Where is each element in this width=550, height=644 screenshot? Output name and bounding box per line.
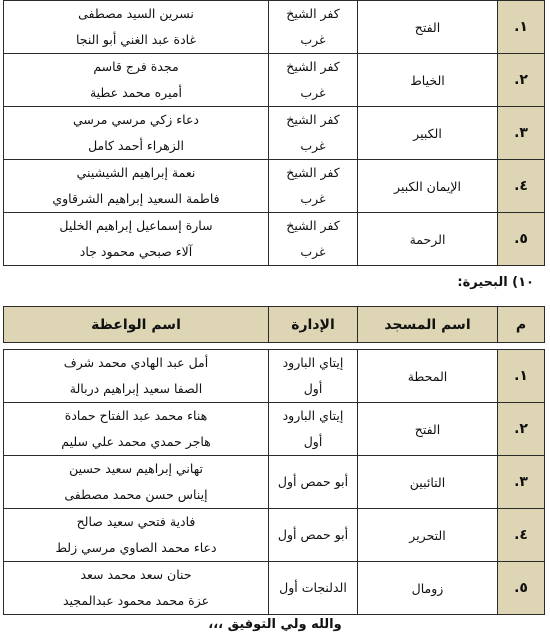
administration-cell — [269, 350, 358, 403]
mosque-name: المحطة — [358, 350, 498, 403]
administration-cell — [269, 213, 358, 266]
administration-line: الدلنجات أول — [279, 580, 347, 595]
preachers-cell — [4, 107, 269, 160]
table-row — [4, 107, 545, 160]
preacher-name: حنان سعد محمد سعد — [80, 567, 192, 582]
header-gap — [4, 343, 545, 350]
table-row — [4, 213, 545, 266]
mosque-name: الكبير — [358, 107, 498, 160]
table-row — [4, 350, 545, 403]
preacher-name: الصفا سعيد إبراهيم دربالة — [69, 381, 203, 396]
table-row — [4, 54, 545, 107]
mosque-name: الإيمان الكبير — [358, 160, 498, 213]
mosque-name: التحرير — [358, 509, 498, 562]
administration-cell — [269, 509, 358, 562]
mosque-name: الفتح — [358, 1, 498, 54]
header-preacher: اسم الواعظة — [4, 307, 269, 343]
preachers-cell — [4, 213, 269, 266]
row-number: ٥. — [498, 562, 545, 615]
administration-line: إيتاي البارود — [282, 355, 344, 370]
preacher-name: الزهراء أحمد كامل — [88, 138, 184, 153]
row-number: ١. — [498, 1, 545, 54]
preacher-name: هناء محمد عبد الفتاح حمادة — [64, 408, 208, 423]
administration-cell — [269, 562, 358, 615]
table-row — [4, 456, 545, 509]
preachers-cell — [4, 403, 269, 456]
preachers-table-beheira — [3, 306, 545, 615]
mosque-name: الخياط — [358, 54, 498, 107]
preacher-name: غادة عبد الغني أبو النجا — [76, 32, 196, 47]
row-number: ٢. — [498, 403, 545, 456]
preacher-name: مجدة فرج قاسم — [93, 59, 179, 74]
row-number: ٥. — [498, 213, 545, 266]
administration-cell — [269, 1, 358, 54]
table-row — [4, 509, 545, 562]
row-number: ٤. — [498, 509, 545, 562]
mosque-name: الفتح — [358, 403, 498, 456]
header-mosque: اسم المسجد — [358, 307, 498, 343]
administration-line: كفر الشيخ — [286, 6, 340, 21]
preachers-cell — [4, 350, 269, 403]
preacher-name: دعاء زكي مرسي مرسي — [72, 112, 199, 127]
administration-line: أول — [303, 381, 323, 396]
administration-line: غرب — [300, 138, 326, 153]
table-row — [4, 403, 545, 456]
administration-line: غرب — [300, 85, 326, 100]
row-number: ٣. — [498, 107, 545, 160]
table-row — [4, 1, 545, 54]
preachers-cell — [4, 160, 269, 213]
preacher-name: إيناس حسن محمد مصطفى — [64, 487, 208, 502]
header-admin: الإدارة — [269, 307, 358, 343]
preachers-cell — [4, 456, 269, 509]
section-title: ١٠) البحيرة: — [457, 275, 534, 290]
administration-line: غرب — [300, 244, 326, 259]
preachers-cell — [4, 509, 269, 562]
preachers-cell — [4, 54, 269, 107]
preacher-name: فاطمة السعيد إبراهيم الشرقاوي — [52, 191, 220, 206]
administration-line: أبو حمص أول — [277, 474, 349, 489]
administration-cell — [269, 456, 358, 509]
administration-line: غرب — [300, 191, 326, 206]
administration-cell — [269, 160, 358, 213]
preachers-cell — [4, 1, 269, 54]
administration-line: كفر الشيخ — [286, 59, 340, 74]
mosque-name: الرحمة — [358, 213, 498, 266]
table-row — [4, 160, 545, 213]
row-number: ٤. — [498, 160, 545, 213]
administration-line: كفر الشيخ — [286, 218, 340, 233]
preacher-name: آلاء صبحي محمود جاد — [79, 244, 193, 259]
preacher-name: هاجر حمدي محمد علي سليم — [61, 434, 211, 449]
table-row — [4, 562, 545, 615]
preachers-table-kafr-el-sheikh — [3, 0, 545, 266]
header-num: م — [498, 307, 545, 343]
mosque-name: زومال — [358, 562, 498, 615]
preacher-name: نعمة إبراهيم الشيشيني — [76, 165, 196, 180]
administration-cell — [269, 54, 358, 107]
row-number: ٢. — [498, 54, 545, 107]
preacher-name: نسرين السيد مصطفى — [78, 6, 194, 21]
administration-line: أبو حمص أول — [277, 527, 349, 542]
row-number: ١. — [498, 350, 545, 403]
row-number: ٣. — [498, 456, 545, 509]
preacher-name: تهاني إبراهيم سعيد حسين — [69, 461, 203, 476]
preacher-name: فادية فتحي سعيد صالح — [76, 514, 196, 529]
closing-line: والله ولي التوفيق ،،، — [208, 617, 342, 632]
administration-line: كفر الشيخ — [286, 165, 340, 180]
administration-line: غرب — [300, 32, 326, 47]
administration-cell — [269, 403, 358, 456]
preacher-name: أمل عبد الهادي محمد شرف — [63, 355, 209, 370]
administration-line: أول — [303, 434, 323, 449]
preacher-name: دعاء محمد الصاوي مرسي زلط — [55, 540, 217, 555]
preachers-cell — [4, 562, 269, 615]
administration-line: كفر الشيخ — [286, 112, 340, 127]
administration-line: إيتاي البارود — [282, 408, 344, 423]
preacher-name: أميره محمد عطية — [89, 85, 183, 100]
preacher-name: سارة إسماعيل إبراهيم الخليل — [59, 218, 213, 233]
preacher-name: عزة محمد محمود عبدالمجيد — [62, 593, 210, 608]
mosque-name: التائبين — [358, 456, 498, 509]
administration-cell — [269, 107, 358, 160]
